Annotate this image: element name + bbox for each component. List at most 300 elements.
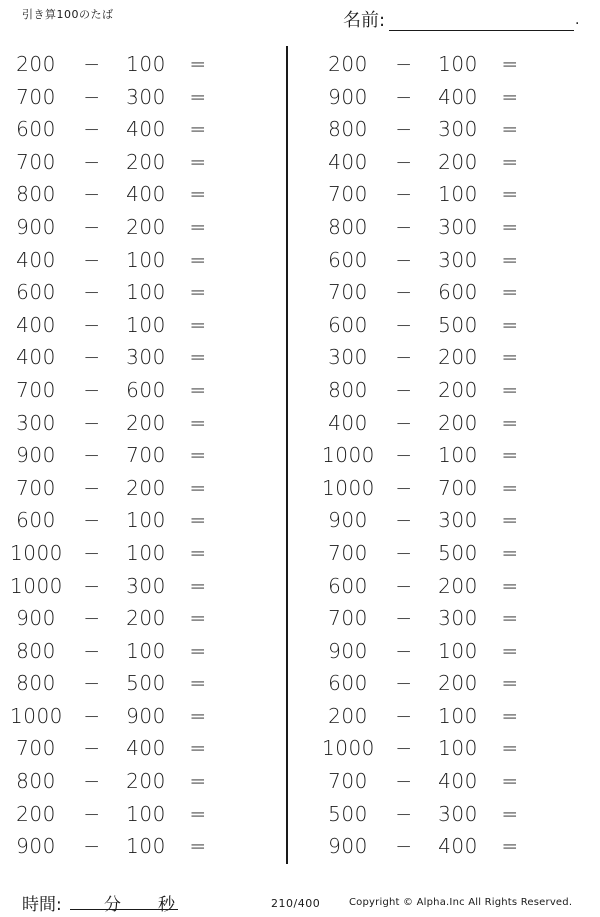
name-end-mark: .: [575, 12, 580, 28]
problem-row: [0, 113, 285, 146]
equals-sign: =: [501, 769, 519, 794]
minuend: 600: [328, 573, 368, 598]
name-label: 名前:: [343, 10, 386, 31]
subtrahend: 100: [438, 443, 478, 468]
minuend: 400: [16, 247, 56, 272]
minus-sign: −: [83, 52, 101, 76]
worksheet-title: 引き算100のたば: [22, 8, 114, 21]
minus-sign: −: [83, 312, 101, 337]
answer-space[interactable]: [527, 671, 592, 695]
minus-sign: −: [83, 214, 101, 239]
minuend: 700: [16, 84, 56, 109]
minuend: 800: [16, 182, 56, 207]
answer-space[interactable]: [215, 411, 280, 435]
equals-sign: =: [189, 671, 207, 696]
equals-sign: =: [501, 606, 519, 631]
problem-row: [312, 113, 597, 146]
problem-row: [0, 732, 285, 765]
minuend: 900: [328, 84, 368, 109]
answer-space[interactable]: [527, 606, 592, 630]
subtrahend: 100: [438, 182, 478, 207]
answer-space[interactable]: [215, 313, 280, 337]
answer-space[interactable]: [527, 639, 592, 663]
subtrahend: 100: [126, 638, 166, 663]
subtrahend: 200: [438, 149, 478, 174]
subtrahend: 200: [438, 671, 478, 696]
problem-row: [312, 276, 597, 309]
minus-sign: −: [395, 280, 413, 305]
problem-row: [0, 439, 285, 472]
answer-space[interactable]: [215, 541, 280, 565]
minus-sign: −: [395, 410, 413, 435]
minus-sign: −: [395, 377, 413, 402]
answer-space[interactable]: [527, 313, 592, 337]
subtrahend: 300: [438, 801, 478, 826]
answer-space[interactable]: [527, 541, 592, 565]
problem-row: [312, 732, 597, 765]
equals-sign: =: [189, 410, 207, 435]
minuend: 900: [16, 214, 56, 239]
name-field-area: [343, 6, 583, 30]
problem-row: [0, 765, 285, 798]
minuend: 400: [328, 149, 368, 174]
minuend: 700: [16, 149, 56, 174]
problem-row: [312, 81, 597, 114]
subtrahend: 100: [126, 508, 166, 533]
answer-space[interactable]: [215, 508, 280, 532]
minuend: 400: [16, 345, 56, 370]
equals-sign: =: [501, 117, 519, 142]
equals-sign: =: [501, 540, 519, 565]
problem-row: [312, 244, 597, 277]
minus-sign: −: [395, 312, 413, 337]
answer-space[interactable]: [527, 378, 592, 402]
minus-sign: −: [83, 703, 101, 728]
equals-sign: =: [189, 149, 207, 174]
subtrahend: 600: [126, 377, 166, 402]
equals-sign: =: [501, 475, 519, 500]
problem-row: [312, 635, 597, 668]
problem-row: [312, 309, 597, 342]
minus-sign: −: [83, 443, 101, 468]
minus-sign: −: [395, 540, 413, 565]
subtrahend: 900: [126, 703, 166, 728]
minuend: 900: [328, 508, 368, 533]
minus-sign: −: [395, 84, 413, 109]
answer-space[interactable]: [215, 639, 280, 663]
minus-sign: −: [83, 117, 101, 142]
equals-sign: =: [501, 573, 519, 598]
minuend: 800: [16, 671, 56, 696]
minus-sign: −: [83, 475, 101, 500]
equals-sign: =: [189, 117, 207, 142]
minus-sign: −: [83, 345, 101, 370]
minuend: 900: [328, 834, 368, 859]
answer-space[interactable]: [527, 280, 592, 304]
equals-sign: =: [501, 508, 519, 533]
problem-row: [312, 178, 597, 211]
problem-row: [0, 798, 285, 831]
problem-row: [312, 48, 597, 81]
subtrahend: 100: [126, 540, 166, 565]
equals-sign: =: [189, 573, 207, 598]
minuend: 600: [16, 117, 56, 142]
problem-row: [0, 211, 285, 244]
equals-sign: =: [189, 638, 207, 663]
minuend: 800: [328, 214, 368, 239]
equals-sign: =: [189, 540, 207, 565]
equals-sign: =: [189, 84, 207, 109]
minus-sign: −: [395, 801, 413, 826]
subtrahend: 300: [126, 84, 166, 109]
equals-sign: =: [501, 182, 519, 207]
answer-space[interactable]: [215, 280, 280, 304]
equals-sign: =: [501, 671, 519, 696]
problem-row: [0, 341, 285, 374]
answer-space[interactable]: [527, 85, 592, 109]
copyright-notice: Copyright © Alpha.Inc All Rights Reserved.: [349, 897, 573, 908]
subtrahend: 300: [438, 606, 478, 631]
minuend: 1000: [322, 443, 375, 468]
minus-sign: −: [83, 769, 101, 794]
minus-sign: −: [395, 117, 413, 142]
answer-space[interactable]: [215, 476, 280, 500]
minuend: 200: [16, 52, 56, 76]
equals-sign: =: [501, 736, 519, 761]
answer-space[interactable]: [215, 52, 280, 76]
problem-column-left: [0, 48, 285, 863]
equals-sign: =: [501, 377, 519, 402]
minus-sign: −: [83, 834, 101, 859]
equals-sign: =: [189, 508, 207, 533]
problem-row: [312, 211, 597, 244]
subtrahend: 200: [126, 769, 166, 794]
problem-row: [0, 309, 285, 342]
equals-sign: =: [501, 280, 519, 305]
minuend: 900: [16, 606, 56, 631]
answer-space[interactable]: [527, 411, 592, 435]
answer-space[interactable]: [527, 182, 592, 206]
minus-sign: −: [395, 52, 413, 76]
answer-space[interactable]: [527, 476, 592, 500]
answer-space[interactable]: [527, 215, 592, 239]
answer-space[interactable]: [215, 443, 280, 467]
minuend: 1000: [10, 540, 63, 565]
subtrahend: 100: [438, 703, 478, 728]
answer-space[interactable]: [215, 802, 280, 826]
minus-sign: −: [83, 508, 101, 533]
minuend: 300: [16, 410, 56, 435]
problem-row: [0, 700, 285, 733]
minuend: 600: [328, 312, 368, 337]
problem-row: [312, 439, 597, 472]
problem-column-right: [312, 48, 597, 863]
minus-sign: −: [83, 573, 101, 598]
minuend: 700: [16, 475, 56, 500]
subtrahend: 200: [126, 149, 166, 174]
answer-space[interactable]: [215, 85, 280, 109]
equals-sign: =: [501, 149, 519, 174]
minus-sign: −: [395, 638, 413, 663]
minuend: 600: [16, 280, 56, 305]
minus-sign: −: [83, 84, 101, 109]
problem-row: [0, 374, 285, 407]
problem-row: [312, 602, 597, 635]
minuend: 700: [328, 769, 368, 794]
problem-row: [312, 472, 597, 505]
minus-sign: −: [83, 606, 101, 631]
equals-sign: =: [501, 801, 519, 826]
equals-sign: =: [189, 312, 207, 337]
problem-row: [0, 667, 285, 700]
subtrahend: 400: [438, 834, 478, 859]
subtrahend: 200: [438, 345, 478, 370]
equals-sign: =: [189, 443, 207, 468]
subtrahend: 500: [126, 671, 166, 696]
answer-space[interactable]: [527, 508, 592, 532]
answer-space[interactable]: [527, 802, 592, 826]
problem-row: [312, 700, 597, 733]
minuend: 700: [16, 736, 56, 761]
minuend: 1000: [322, 475, 375, 500]
problem-row: [0, 178, 285, 211]
minuend: 200: [328, 703, 368, 728]
subtrahend: 100: [438, 52, 478, 76]
minuend: 900: [16, 443, 56, 468]
equals-sign: =: [189, 606, 207, 631]
minus-sign: −: [395, 475, 413, 500]
equals-sign: =: [501, 410, 519, 435]
equals-sign: =: [189, 377, 207, 402]
minus-sign: −: [83, 638, 101, 663]
minuend: 300: [328, 345, 368, 370]
subtrahend: 200: [438, 410, 478, 435]
answer-space[interactable]: [215, 704, 280, 728]
minus-sign: −: [395, 671, 413, 696]
minuend: 600: [328, 247, 368, 272]
subtrahend: 400: [438, 769, 478, 794]
subtrahend: 100: [126, 834, 166, 859]
answer-space[interactable]: [215, 736, 280, 760]
subtrahend: 700: [126, 443, 166, 468]
problem-row: [0, 472, 285, 505]
answer-space[interactable]: [215, 606, 280, 630]
subtrahend: 400: [438, 84, 478, 109]
minuend: 700: [328, 606, 368, 631]
subtrahend: 400: [126, 182, 166, 207]
equals-sign: =: [189, 801, 207, 826]
answer-space[interactable]: [527, 52, 592, 76]
minus-sign: −: [83, 182, 101, 207]
answer-space[interactable]: [527, 345, 592, 369]
minuend: 700: [328, 540, 368, 565]
problem-row: [312, 146, 597, 179]
problem-row: [0, 504, 285, 537]
equals-sign: =: [501, 214, 519, 239]
equals-sign: =: [189, 703, 207, 728]
equals-sign: =: [501, 312, 519, 337]
minuend: 200: [16, 801, 56, 826]
subtrahend: 100: [126, 280, 166, 305]
minuend: 1000: [10, 703, 63, 728]
subtrahend: 100: [438, 736, 478, 761]
minute-label: 分: [104, 895, 121, 915]
problem-row: [0, 146, 285, 179]
time-label: 時間:: [22, 895, 62, 915]
equals-sign: =: [189, 345, 207, 370]
minus-sign: −: [395, 508, 413, 533]
subtrahend: 200: [126, 475, 166, 500]
minuend: 700: [328, 280, 368, 305]
subtrahend: 200: [438, 573, 478, 598]
subtrahend: 100: [126, 312, 166, 337]
answer-space[interactable]: [215, 117, 280, 141]
subtrahend: 200: [126, 410, 166, 435]
problem-row: [312, 570, 597, 603]
subtrahend: 100: [438, 638, 478, 663]
minuend: 400: [16, 312, 56, 337]
problem-row: [0, 570, 285, 603]
answer-space[interactable]: [527, 150, 592, 174]
subtrahend: 200: [126, 214, 166, 239]
subtrahend: 300: [126, 573, 166, 598]
footer: [0, 888, 600, 914]
minus-sign: −: [83, 280, 101, 305]
answer-space[interactable]: [527, 574, 592, 598]
problem-row: [0, 537, 285, 570]
subtrahend: 500: [438, 540, 478, 565]
equals-sign: =: [501, 345, 519, 370]
minuend: 600: [328, 671, 368, 696]
minus-sign: −: [395, 703, 413, 728]
equals-sign: =: [189, 214, 207, 239]
problem-row: [0, 602, 285, 635]
equals-sign: =: [189, 182, 207, 207]
equals-sign: =: [501, 703, 519, 728]
minus-sign: −: [83, 410, 101, 435]
minuend: 500: [328, 801, 368, 826]
equals-sign: =: [501, 84, 519, 109]
minus-sign: −: [83, 247, 101, 272]
subtrahend: 500: [438, 312, 478, 337]
answer-space[interactable]: [527, 736, 592, 760]
equals-sign: =: [501, 247, 519, 272]
answer-space[interactable]: [215, 834, 280, 858]
minus-sign: −: [395, 443, 413, 468]
subtrahend: 200: [438, 377, 478, 402]
answer-space[interactable]: [215, 769, 280, 793]
minuend: 800: [328, 377, 368, 402]
problem-row: [0, 276, 285, 309]
column-divider: [286, 46, 288, 864]
minus-sign: −: [83, 377, 101, 402]
subtrahend: 300: [438, 214, 478, 239]
minus-sign: −: [395, 573, 413, 598]
subtrahend: 400: [126, 736, 166, 761]
minus-sign: −: [395, 149, 413, 174]
equals-sign: =: [189, 52, 207, 76]
page-number: 210/400: [271, 897, 321, 910]
equals-sign: =: [189, 280, 207, 305]
equals-sign: =: [189, 769, 207, 794]
answer-space[interactable]: [215, 182, 280, 206]
problem-row: [0, 407, 285, 440]
problem-row: [312, 341, 597, 374]
equals-sign: =: [189, 736, 207, 761]
minus-sign: −: [395, 214, 413, 239]
answer-space[interactable]: [215, 248, 280, 272]
minuend: 600: [16, 508, 56, 533]
problem-row: [312, 798, 597, 831]
minus-sign: −: [83, 149, 101, 174]
minuend: 900: [328, 638, 368, 663]
minuend: 1000: [10, 573, 63, 598]
problem-row: [312, 374, 597, 407]
problem-row: [0, 635, 285, 668]
answer-space[interactable]: [527, 834, 592, 858]
minus-sign: −: [395, 247, 413, 272]
equals-sign: =: [189, 247, 207, 272]
problem-row: [0, 830, 285, 863]
minus-sign: −: [83, 540, 101, 565]
answer-space[interactable]: [527, 248, 592, 272]
answer-space[interactable]: [215, 574, 280, 598]
problem-row: [312, 407, 597, 440]
minus-sign: −: [83, 671, 101, 696]
subtrahend: 100: [126, 52, 166, 76]
minuend: 800: [328, 117, 368, 142]
minus-sign: −: [395, 769, 413, 794]
minus-sign: −: [395, 182, 413, 207]
answer-space[interactable]: [527, 443, 592, 467]
second-label: 秒: [158, 895, 175, 915]
subtrahend: 600: [438, 280, 478, 305]
subtrahend: 300: [438, 247, 478, 272]
problem-row: [0, 48, 285, 81]
answer-space[interactable]: [215, 150, 280, 174]
subtrahend: 300: [438, 508, 478, 533]
equals-sign: =: [501, 443, 519, 468]
answer-space[interactable]: [215, 345, 280, 369]
minuend: 700: [328, 182, 368, 207]
minus-sign: −: [83, 736, 101, 761]
equals-sign: =: [501, 834, 519, 859]
problem-row: [312, 667, 597, 700]
answer-space[interactable]: [527, 704, 592, 728]
answer-space[interactable]: [215, 378, 280, 402]
answer-space[interactable]: [527, 117, 592, 141]
answer-space[interactable]: [527, 769, 592, 793]
minus-sign: −: [395, 736, 413, 761]
equals-sign: =: [501, 638, 519, 663]
problem-row: [312, 765, 597, 798]
subtrahend: 100: [126, 247, 166, 272]
subtrahend: 700: [438, 475, 478, 500]
minus-sign: −: [83, 801, 101, 826]
problem-row: [0, 244, 285, 277]
answer-space[interactable]: [215, 671, 280, 695]
minuend: 1000: [322, 736, 375, 761]
answer-space[interactable]: [215, 215, 280, 239]
name-write-line[interactable]: [389, 30, 574, 31]
minuend: 900: [16, 834, 56, 859]
minuend: 800: [16, 769, 56, 794]
subtrahend: 200: [126, 606, 166, 631]
minuend: 200: [328, 52, 368, 76]
minuend: 400: [328, 410, 368, 435]
equals-sign: =: [189, 834, 207, 859]
problem-row: [312, 504, 597, 537]
